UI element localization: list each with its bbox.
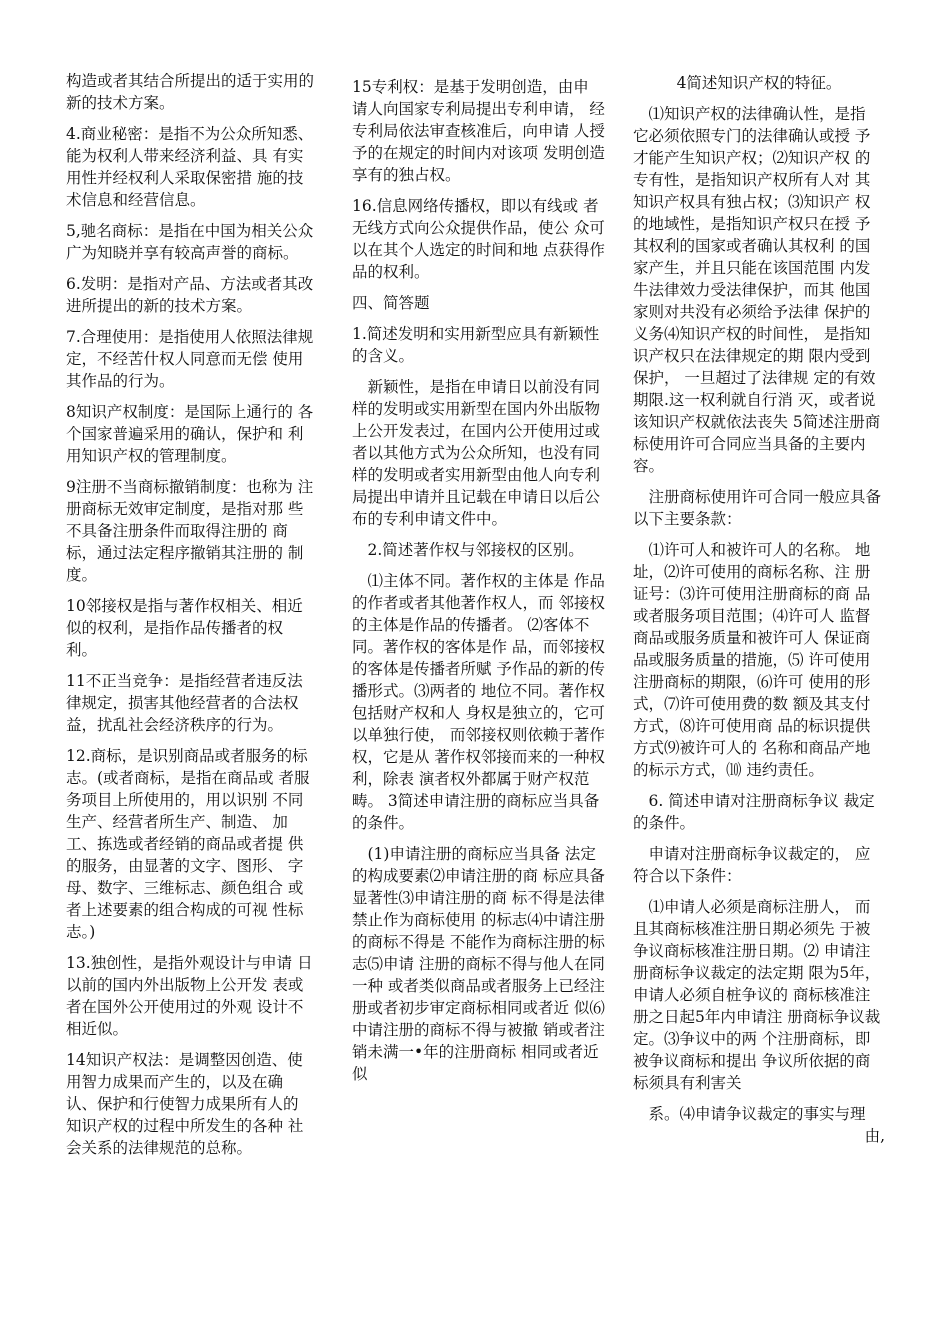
paragraph: 15专利权：是基于发明创造，由申 请人向国家专利局提出专利申请， 经专利局依法审查核准后，向申请 人授予的在规定的时间内对该项 发明创造享有的独占权。 [352, 78, 605, 184]
answer-paragraph: 系。⑷申请争议裁定的事实与理 [648, 1105, 866, 1123]
paragraph: 4.商业秘密：是指不为公众所知悉、能为权利人带来经济利益、具 有实用性并经权利人采取保密措 施的技术信息和经营信息。 [66, 125, 314, 209]
paragraph: 11不正当竞争：是指经营者违反法 律规定，损害其他经营者的合法权 益，扰乱社会经济秩序的行为。 [66, 672, 303, 734]
answer-paragraph: 由, [864, 1127, 885, 1145]
paragraph: 7.合理使用：是指使用人依照法律规定，不经苦什权人同意而无偿 使用其作品的行为。 [66, 328, 314, 390]
answer-paragraph: ⑴知识产权的法律确认性，是指 它必须依照专门的法律确认或授 予才能产生知识产权；⑵知识产权 的专有性，是指知识产权所有人对 其知识产权具有独占权；⑶知识产 权的地域性，是指知识产权只在授 予其权利的国家或者确认其权利 的国家产生，并且只能在该国范围 内发牛法律效力受法律保护，而其 他国家则对共没有必须给予法律 保护的义务⑷知识产权的时间性， 是指知识产权只在法律规定的期 限内受到保护， 一旦超过了法律规 定的有效期限.这一权利就自行消 灭，或者说该知识产权就依法丧失 5简述注册商标使用许可合同应当具备的主要内容。 [633, 105, 881, 475]
answer-paragraph: 新颖性，是指在申请日以前没有同样的发明或实用新型在国内外出版物上公开发表过，在国内公开使用过或者以其他方式为公众所知，也没有同样的发明或者实用新型由他人向专利局提出申请并且记载在申请日以后公布的专利申请文件中。 [352, 378, 601, 528]
answer-paragraph: ⑴申请人必须是商标注册人， 而且其商标核准注册日期必须先 于被争议商标核准注册日期。⑵ 申请注册商标争议裁定的法定期 限为5年，申请人必须自桩争议的 商标核准注册之日起5年内申请注 册商标争议裁定。⑶争议中的两 个注册商标，即被争议商标和提出 争议所依据的商标须具有利害关 [633, 898, 881, 1092]
column-2 [352, 76, 608, 1094]
question-heading: 2.简述著作权与邻接权的区别。 [367, 541, 584, 559]
column-3 [633, 72, 885, 1156]
question-heading: 6. 简述申请对注册商标争议 裁定的条件。 [633, 792, 875, 832]
answer-paragraph: (1)申请注册的商标应当具备 法定的构成要素⑵申请注册的商 标应具备显著性⑶申请注册的商 标不得是法律禁止作为商标使用 的标志⑷中请注册的商标不得是 不能作为商标注册的标志⑸申请 注册的商标不得与他人在同一种 或者类似商品或者服务上已经注 册或者初步审定商标相同或者近 似⑹中请注册的商标不得与被撤 销或者注销未满一•年的注册商标 相同或者近似 [352, 845, 605, 1083]
paragraph: 14知识产权法：是调整因创造、使 用智力成果而产生的，以及在确 认、保护和行使智力成果所有人的 知识产权的过程中所发生的各种 社会关系的法律规范的总称。 [66, 1051, 304, 1157]
answer-paragraph: 申请对注册商标争议裁定的， 应符合以下条件： [633, 845, 871, 885]
paragraph: 8知识产权制度：是国际上通行的 各个国家普遍采用的确认，保护和 利用知识产权的管理制度。 [66, 403, 314, 465]
paragraph: 12.商标，是识别商品或者服务的标志。(或者商标，是指在商品或 者服务项目上所使用的，用以识别 不同生产、经营者所生产、制造、 加工、拣选或者经销的商品或者提 供的服务，由显著的文字、图形、 字母、数字、三维标志、颜色组合 或者上述要素的组合构成的可视 性标志。) [66, 747, 310, 941]
paragraph: 9注册不当商标撤销制度：也称为 注册商标无效审定制度，是指对那 些不具备注册条件而取得注册的 商标，通过法定程序撤销其注册的 制度。 [66, 478, 314, 584]
answer-paragraph: ⑴主体不同。著作权的主体是 作品的作者或者其他著作权人，而 邻接权的主体是作品的传播者。 ⑵客体不同。著作权的客体是作 品，而邻接权的客体是传播者所赋 予作品的新的传播形式。⑶两者的 地位不同。著作权包括财产权和人 身权是独立的，它可以单独行使， 而邻接权则依赖于著作权，它是从 著作权邻接而来的一种权利，除表 演者权外都属于财产权范畴。 3简述申请注册的商标应当具备的条件。 [352, 572, 605, 832]
paragraph: 6.发明：是指对产品、方法或者其改进所提出的新的技术方案。 [66, 275, 314, 315]
paragraph: 5,驰名商标：是指在中国为相关公众广为知晓并享有较高声誉的商标。 [66, 222, 314, 262]
question-heading: 1.简述发明和实用新型应具有新颖性的含义。 [352, 325, 600, 365]
paragraph: 16.信息网络传播权，即以有线或 者无线方式向公众提供作品，使公 众可以在其个人选定的时间和地 点获得作品的权利。 [352, 197, 605, 281]
paragraph: 10邻接权是指与著作权相关、相近 似的权利，是指作品传播者的权 利。 [66, 597, 303, 659]
column-1 [66, 70, 318, 1168]
question-heading: 4简述知识产权的特征。 [676, 74, 842, 92]
answer-paragraph: 注册商标使用许可合同一般应具备以下主要条款： [633, 488, 882, 528]
answer-paragraph: ⑴许可人和被许可人的名称。 地址，⑵许可使用的商标名称、注 册证号：⑶许可使用注册商标的商 品或者服务项目范围；⑷许可人 监督商品或服务质量和被许可人 保证商品或服务质量的措施，⑸ 许可使用注册商标的期限，⑹许可 使用的形式，⑺许可使用费的数 额及其支付方式，⑻许可使用商 品的标识提供方式⑼被许可人的 名称和商品产地的标示方式，⑽ 违约责任。 [633, 541, 871, 779]
paragraph: 构造或者其结合所提出的适于实用的新的技术方案。 [66, 72, 315, 112]
paragraph: 13.独创性，是指外观设计与申请 日以前的国内外出版物上公开发 表或者在国外公开使用过的外观 设计不相近似。 [66, 954, 313, 1038]
section-heading: 四、简答题 [352, 294, 430, 312]
